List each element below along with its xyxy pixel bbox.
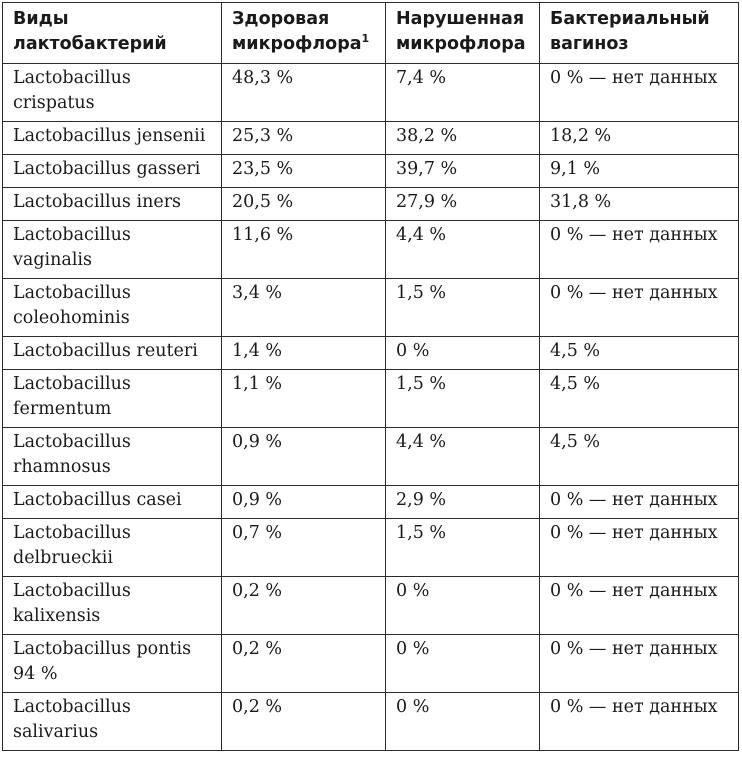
healthy-cell: 25,3 %	[222, 122, 386, 155]
healthy-cell: 11,6 %	[222, 221, 386, 279]
header-species	[3, 3, 222, 64]
table-row	[3, 221, 739, 279]
disturbed-cell: 1,5 %	[386, 279, 540, 337]
species-cell: Lactobacillus vaginalis	[3, 221, 222, 279]
disturbed-cell: 0 %	[386, 577, 540, 635]
disturbed-cell: 4,4 %	[386, 221, 540, 279]
table-row	[3, 155, 739, 188]
header-disturbed-label: Нарушенная микрофлора	[396, 9, 526, 54]
species-cell: Lactobacillus jensenii	[3, 122, 222, 155]
header-species-label: Виды лактобактерий	[13, 9, 167, 54]
header-vaginosis-label: Бактериальный вагиноз	[550, 9, 710, 54]
table-row	[3, 519, 739, 577]
healthy-cell: 3,4 %	[222, 279, 386, 337]
disturbed-cell: 1,5 %	[386, 370, 540, 428]
table-row	[3, 64, 739, 122]
table-row	[3, 428, 739, 486]
healthy-cell: 23,5 %	[222, 155, 386, 188]
vaginosis-cell: 0 % — нет данных	[540, 486, 739, 519]
table-row	[3, 370, 739, 428]
vaginosis-cell: 0 % — нет данных	[540, 519, 739, 577]
healthy-cell: 1,1 %	[222, 370, 386, 428]
healthy-cell: 0,2 %	[222, 693, 386, 751]
disturbed-cell: 0 %	[386, 337, 540, 370]
vaginosis-cell: 4,5 %	[540, 370, 739, 428]
disturbed-cell: 0 %	[386, 693, 540, 751]
healthy-cell: 0,2 %	[222, 577, 386, 635]
vaginosis-cell: 31,8 %	[540, 188, 739, 221]
healthy-cell: 48,3 %	[222, 64, 386, 122]
healthy-cell: 0,2 %	[222, 635, 386, 693]
disturbed-cell: 38,2 %	[386, 122, 540, 155]
header-healthy	[222, 3, 386, 64]
disturbed-cell: 0 %	[386, 635, 540, 693]
table-row	[3, 337, 739, 370]
species-cell: Lactobacillus crispatus	[3, 64, 222, 122]
species-cell: Lactobacillus kalixensis	[3, 577, 222, 635]
healthy-cell: 0,7 %	[222, 519, 386, 577]
disturbed-cell: 7,4 %	[386, 64, 540, 122]
species-cell: Lactobacillus salivarius	[3, 693, 222, 751]
header-healthy-label: Здоровая микрофлора	[232, 9, 362, 54]
species-cell: Lactobacillus reuteri	[3, 337, 222, 370]
disturbed-cell: 27,9 %	[386, 188, 540, 221]
disturbed-cell: 4,4 %	[386, 428, 540, 486]
vaginosis-cell: 0 % — нет данных	[540, 64, 739, 122]
species-cell: Lactobacillus gasseri	[3, 155, 222, 188]
disturbed-cell: 39,7 %	[386, 155, 540, 188]
vaginosis-cell: 0 % — нет данных	[540, 221, 739, 279]
table-row	[3, 279, 739, 337]
disturbed-cell: 2,9 %	[386, 486, 540, 519]
species-cell: Lactobacillus iners	[3, 188, 222, 221]
healthy-cell: 20,5 %	[222, 188, 386, 221]
healthy-cell: 1,4 %	[222, 337, 386, 370]
vaginosis-cell: 9,1 %	[540, 155, 739, 188]
lactobacilli-table	[2, 2, 739, 751]
table-row	[3, 635, 739, 693]
vaginosis-cell: 4,5 %	[540, 428, 739, 486]
species-cell: Lactobacillus rhamnosus	[3, 428, 222, 486]
table-row	[3, 486, 739, 519]
species-cell: Lactobacillus coleohominis	[3, 279, 222, 337]
vaginosis-cell: 18,2 %	[540, 122, 739, 155]
species-cell: Lactobacillus fermentum	[3, 370, 222, 428]
header-row	[3, 3, 739, 64]
table-row	[3, 122, 739, 155]
healthy-cell: 0,9 %	[222, 486, 386, 519]
table-row	[3, 577, 739, 635]
table-row	[3, 693, 739, 751]
vaginosis-cell: 0 % — нет данных	[540, 577, 739, 635]
vaginosis-cell: 0 % — нет данных	[540, 279, 739, 337]
header-vaginosis	[540, 3, 739, 64]
vaginosis-cell: 0 % — нет данных	[540, 693, 739, 751]
species-cell: Lactobacillus delbrueckii	[3, 519, 222, 577]
footnote-marker: 1	[361, 32, 370, 46]
species-cell: Lactobacillus casei	[3, 486, 222, 519]
healthy-cell: 0,9 %	[222, 428, 386, 486]
vaginosis-cell: 4,5 %	[540, 337, 739, 370]
table-row	[3, 188, 739, 221]
vaginosis-cell: 0 % — нет данных	[540, 635, 739, 693]
header-disturbed	[386, 3, 540, 64]
disturbed-cell: 1,5 %	[386, 519, 540, 577]
species-cell: Lactobacillus pontis 94 %	[3, 635, 222, 693]
